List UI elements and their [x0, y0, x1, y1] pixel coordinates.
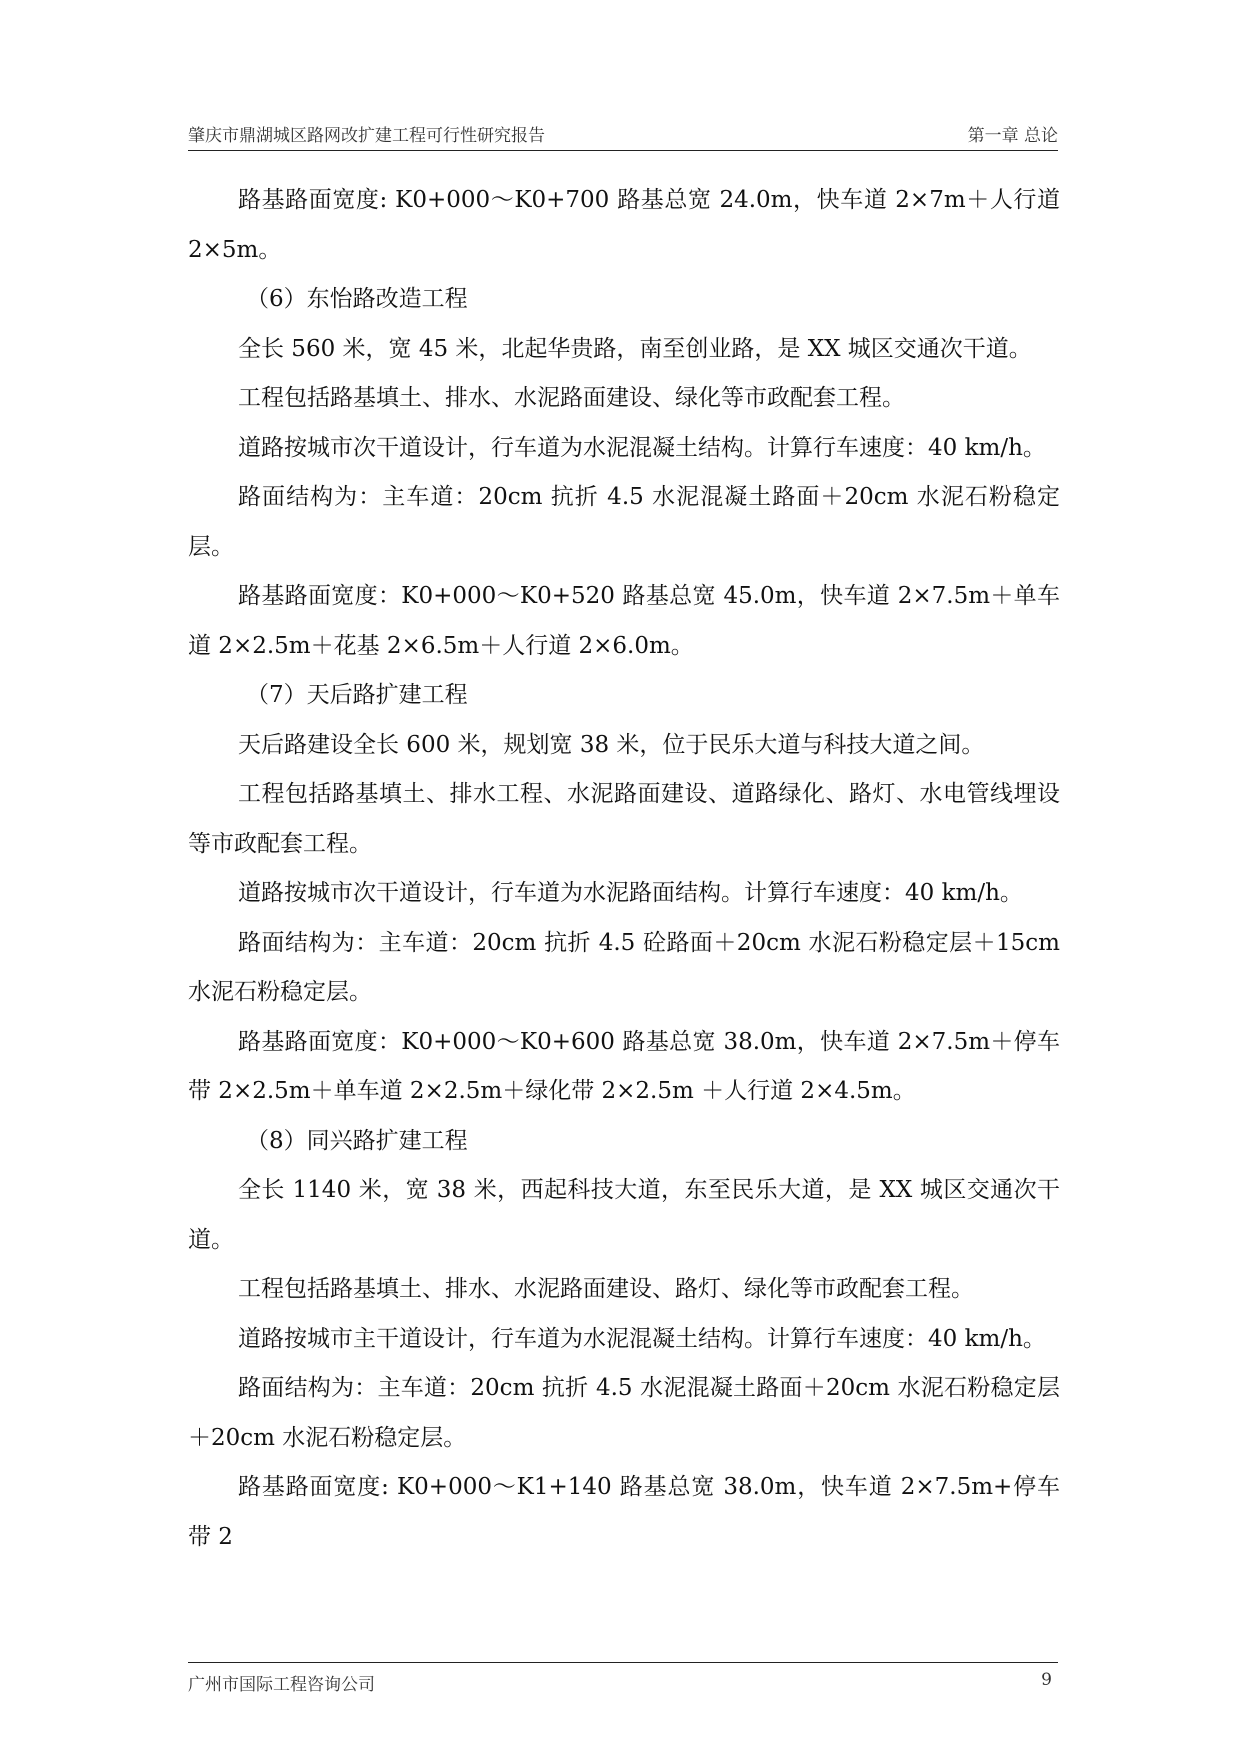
body-paragraph: 路面结构为：主车道：20cm 抗折 4.5 水泥混凝土路面＋20cm 水泥石粉稳定层＋20cm 水泥石粉稳定层。	[188, 1375, 1060, 1451]
page-footer	[188, 1662, 1058, 1695]
section-heading: （6）东怡路改造工程	[246, 286, 468, 312]
section-heading: （7）天后路扩建工程	[246, 682, 468, 708]
body-paragraph: 工程包括路基填土、排水、水泥路面建设、绿化等市政配套工程。	[238, 385, 905, 411]
body-paragraph: 工程包括路基填土、排水、水泥路面建设、路灯、绿化等市政配套工程。	[238, 1276, 974, 1302]
body-paragraph: 工程包括路基填土、排水工程、水泥路面建设、道路绿化、路灯、水电管线埋设等市政配套工程。	[188, 781, 1060, 857]
body-paragraph: 全长 560 米，宽 45 米，北起华贵路，南至创业路，是 XX 城区交通次干道。	[238, 335, 1032, 362]
page-header	[188, 116, 1058, 151]
page-number: 9	[1041, 1670, 1052, 1690]
body-paragraph: 道路按城市主干道设计，行车道为水泥混凝土结构。计算行车速度：40 km/h。	[238, 1325, 1046, 1352]
body-paragraph: 道路按城市次干道设计，行车道为水泥混凝土结构。计算行车速度：40 km/h。	[238, 434, 1046, 461]
body-paragraph: 路面结构为：主车道：20cm 抗折 4.5 砼路面＋20cm 水泥石粉稳定层＋15cm 水泥石粉稳定层。	[188, 929, 1060, 1005]
body-paragraph: 全长 1140 米，宽 38 米，西起科技大道，东至民乐大道，是 XX 城区交通次干道。	[188, 1177, 1060, 1253]
report-title: 肇庆市鼎湖城区路网改扩建工程可行性研究报告	[188, 126, 545, 146]
company-name: 广州市国际工程咨询公司	[188, 1675, 375, 1695]
body-paragraph: 路基路面宽度: K0+000～K1+140 路基总宽 38.0m，快车道 2×7.5m+停车带 2	[188, 1474, 1060, 1550]
body-paragraph: 路基路面宽度：K0+000～K0+600 路基总宽 38.0m，快车道 2×7.5m＋停车带 2×2.5m＋单车道 2×2.5m＋绿化带 2×2.5m ＋人行道 2×4.5m。	[188, 1028, 1060, 1104]
body-paragraph: 路面结构为：主车道：20cm 抗折 4.5 水泥混凝土路面＋20cm 水泥石粉稳定层。	[188, 484, 1060, 560]
chapter-title: 第一章 总论	[967, 126, 1058, 146]
body-paragraph: 路基路面宽度：K0+000～K0+520 路基总宽 45.0m，快车道 2×7.5m＋单车道 2×2.5m＋花基 2×6.5m＋人行道 2×6.0m。	[188, 583, 1060, 659]
body-paragraph: 天后路建设全长 600 米，规划宽 38 米，位于民乐大道与科技大道之间。	[238, 731, 985, 758]
body-paragraph: 路基路面宽度: K0+000～K0+700 路基总宽 24.0m，快车道 2×7m＋人行道 2×5m。	[188, 187, 1060, 263]
document-body	[188, 176, 1060, 1562]
body-paragraph: 道路按城市次干道设计，行车道为水泥路面结构。计算行车速度：40 km/h。	[238, 880, 1023, 906]
section-heading: （8）同兴路扩建工程	[246, 1127, 468, 1154]
